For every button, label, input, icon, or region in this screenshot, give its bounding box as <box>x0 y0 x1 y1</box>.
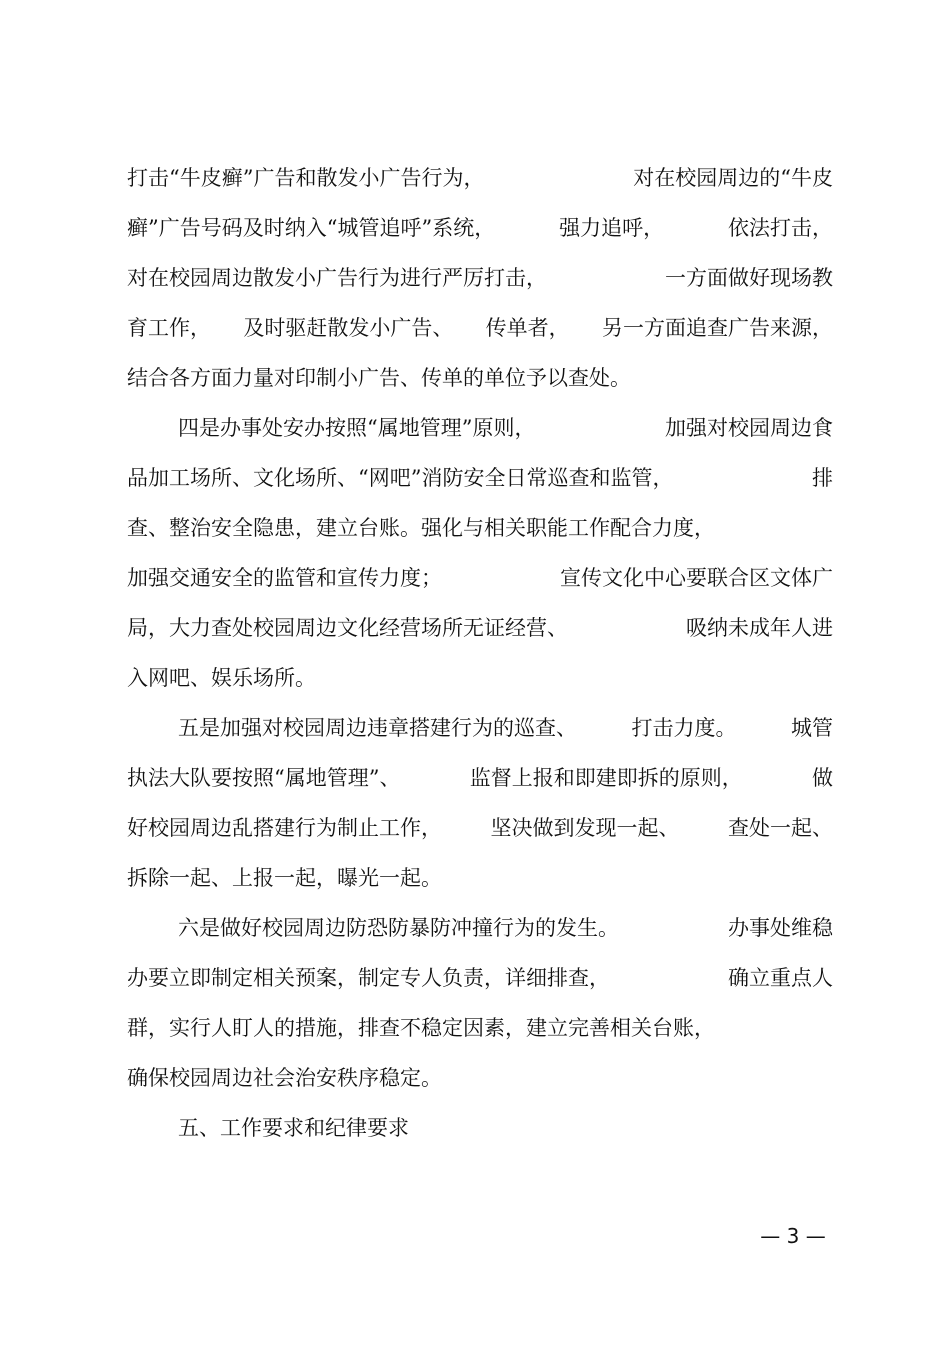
text-segment: 确保校园周边社会治安秩序稳定。 <box>127 1066 442 1090</box>
text-segment: 办事处维稳 <box>728 916 833 940</box>
text-segment: 办要立即制定相关预案，制定专人负责，详细排查， <box>127 966 610 990</box>
text-line <box>178 413 833 443</box>
text-segment: 五是加强对校园周边违章搭建行为的巡查、 <box>178 716 577 740</box>
text-segment: 一方面做好现场教 <box>665 266 833 290</box>
text-line <box>127 963 833 993</box>
text-line <box>127 763 833 793</box>
text-segment: 吸纳未成年人进 <box>686 616 833 640</box>
text-segment: 四是办事处安办按照“属地管理”原则， <box>178 416 536 440</box>
text-line <box>127 313 833 343</box>
text-line <box>127 363 631 393</box>
text-line <box>178 713 833 743</box>
text-segment: 加强对校园周边食 <box>665 416 833 440</box>
text-segment: 城管 <box>791 716 833 740</box>
text-segment: 强力追呼， <box>559 216 665 240</box>
text-segment: 及时驱赶散发小广告、 <box>243 316 454 340</box>
page-number: — 3 — <box>760 1224 826 1248</box>
text-line <box>178 913 833 943</box>
text-segment: 排 <box>812 466 833 490</box>
text-segment: 对在校园周边的“牛皮 <box>633 166 833 190</box>
text-line <box>127 513 715 543</box>
text-line <box>127 263 833 293</box>
text-segment: 加强交通安全的监管和宣传力度； <box>127 566 442 590</box>
text-segment: 另一方面追查广告来源， <box>601 316 833 340</box>
text-line <box>127 563 833 593</box>
text-segment: 监督上报和即建即拆的原则， <box>469 766 743 790</box>
text-line <box>127 813 833 843</box>
text-segment: 执法大队要按照“属地管理”、 <box>127 766 401 790</box>
text-line <box>127 463 833 493</box>
text-segment: 查、整治安全隐患，建立台账。强化与相关职能工作配合力度， <box>127 516 715 540</box>
text-segment: 五、工作要求和纪律要求 <box>178 1116 409 1140</box>
text-line <box>127 213 833 243</box>
text-segment: 做 <box>811 766 833 790</box>
text-segment: 结合各方面力量对印制小广告、传单的单位予以查处。 <box>127 366 631 390</box>
text-segment: 局，大力查处校园周边文化经营场所无证经营、 <box>127 616 568 640</box>
text-segment: 打击力度。 <box>631 716 737 740</box>
text-segment: 育工作， <box>127 316 211 340</box>
text-segment: 查处一起、 <box>728 816 833 840</box>
text-segment: 品加工场所、文化场所、“网吧”消防安全日常巡查和监管， <box>127 466 674 490</box>
text-segment: 传单者， <box>485 316 570 340</box>
text-segment: 拆除一起、上报一起，曝光一起。 <box>127 866 442 890</box>
text-line <box>127 1063 442 1093</box>
text-segment: 确立重点人 <box>728 966 833 990</box>
text-segment: 入网吧、娱乐场所。 <box>127 666 316 690</box>
text-segment: 对在校园周边散发小广告行为进行严厉打击， <box>127 266 547 290</box>
text-segment: 坚决做到发现一起、 <box>490 816 680 840</box>
text-line <box>127 863 442 893</box>
text-line <box>127 163 833 193</box>
text-segment: 依法打击， <box>728 216 833 240</box>
text-segment: 宣传文化中心要联合区文体广 <box>560 566 833 590</box>
text-segment: 癣”广告号码及时纳入“城管追呼”系统， <box>127 216 496 240</box>
text-segment: 六是做好校园周边防恐防暴防冲撞行为的发生。 <box>178 916 619 940</box>
text-segment: 打击“牛皮癣”广告和散发小广告行为， <box>127 166 485 190</box>
text-segment: 群，实行人盯人的措施，排查不稳定因素，建立完善相关台账， <box>127 1016 715 1040</box>
text-line <box>127 613 833 643</box>
text-segment: 好校园周边乱搭建行为制止工作， <box>127 816 442 840</box>
text-line <box>178 1113 833 1143</box>
text-line <box>127 663 316 693</box>
text-line <box>127 1013 715 1043</box>
